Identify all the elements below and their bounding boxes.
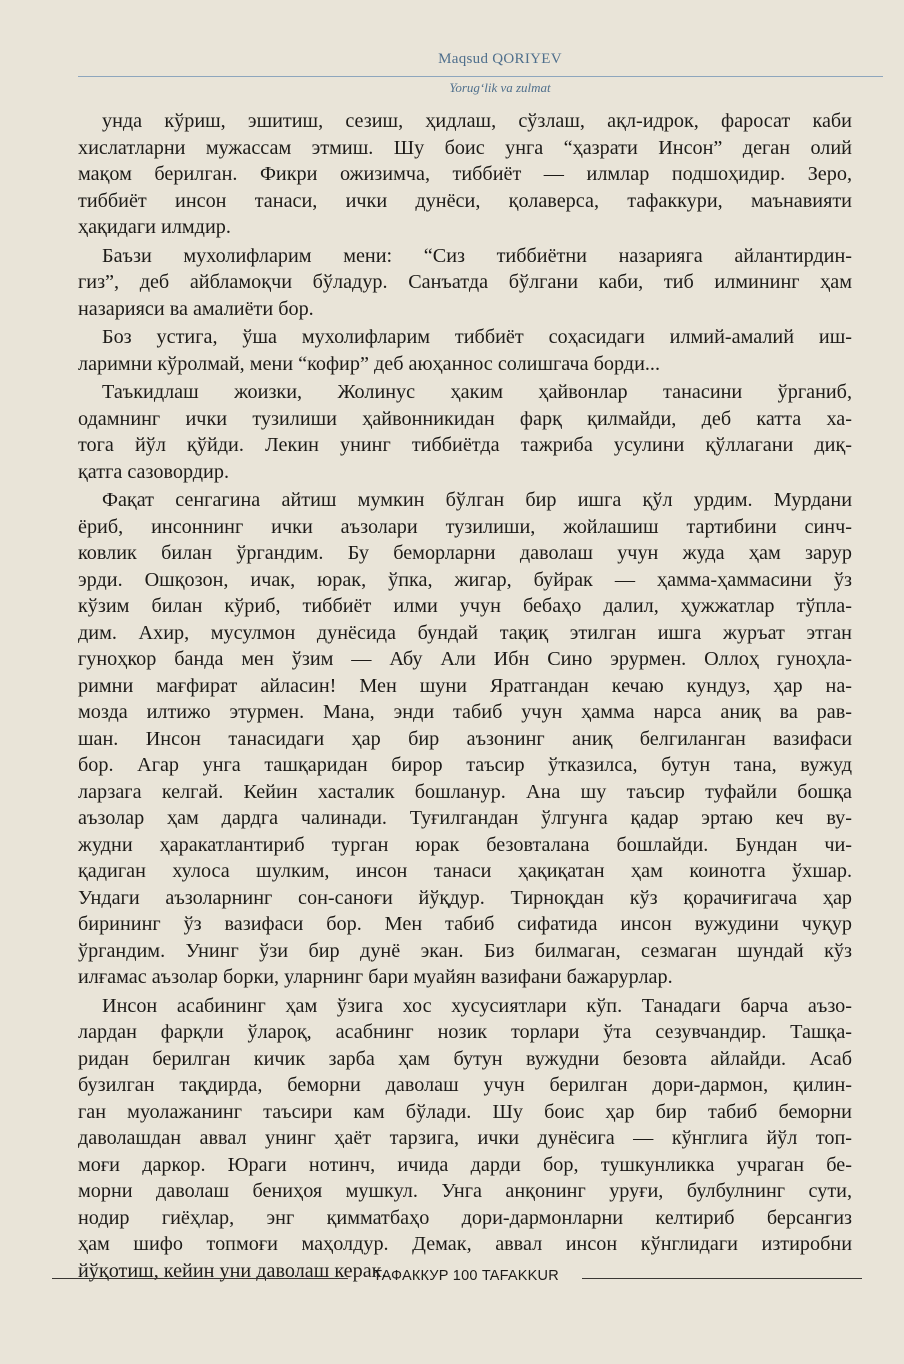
text-line: лардан фарқли ўлароқ, асабнинг нозик торлари ўта сезувчандир. Ташқа- bbox=[78, 1021, 852, 1043]
paragraph bbox=[78, 487, 852, 991]
header-divider bbox=[78, 76, 883, 77]
text-line: ган муолажанинг таъсири кам бўлади. Шу боис ҳар бир табиб беморни bbox=[78, 1100, 852, 1123]
paragraph bbox=[78, 108, 852, 241]
text-line: тога йўл қўйди. Лекин унинг тиббиётда тажриба усулини қўллагани диқ- bbox=[78, 434, 852, 456]
text-line: нодир гиёҳлар, энг қимматбаҳо дори-дармонларни келтириб берсангиз bbox=[78, 1206, 852, 1229]
text-line: римни мағфират айласин! Мен шуни Яратгандан кечаю кундуз, ҳар на- bbox=[78, 674, 852, 697]
running-header bbox=[290, 52, 710, 67]
page-footer bbox=[52, 1268, 852, 1288]
text-line: унда кўриш, эшитиш, сезиш, ҳидлаш, сўзлаш, ақл-идрок, фаросат каби bbox=[102, 110, 852, 132]
text-line: йўқотиш, кейин уни даволаш керак. bbox=[78, 1259, 387, 1282]
text-line: морни даволаш бениҳоя мушкул. Унга анқонинг уруғи, булбулнинг сути, bbox=[78, 1180, 852, 1202]
text-line: ўргандим. Унинг ўзи бир дунё экан. Биз билмаган, сезмаган шундай кўз bbox=[78, 939, 852, 962]
text-line: даволашдан аввал унинг ҳаёт тарзига, ички дунёсига — кўнглига йўл топ- bbox=[78, 1127, 852, 1149]
text-line: илғамас аъзолар борки, уларнинг бари муайян вазифани бажарурлар. bbox=[78, 966, 673, 988]
text-line: гиз”, деб айбламоқчи бўладур. Санъатда бўлгани каби, тиб илмининг ҳам bbox=[78, 271, 852, 293]
paragraph bbox=[78, 993, 852, 1285]
text-line: қатга сазовордир. bbox=[78, 460, 230, 483]
text-line: Баъзи мухолифларим мени: “Сиз тиббиётни назарияга айлантирдин- bbox=[102, 244, 852, 267]
text-line: Фақат сенгагина айтиш мумкин бўлган бир ишга қўл урдим. Мурдани bbox=[102, 489, 852, 511]
paragraph bbox=[78, 243, 852, 323]
text-line: шан. Инсон танасидаги ҳар бир аъзонинг аниқ белгиланган вазифаси bbox=[78, 727, 852, 750]
text-line: ларимни кўролмай, мени “кофир” деб аюҳаннос солишгача борди... bbox=[78, 352, 661, 375]
text-line: моғи даркор. Юраги нотинч, ичида дарди бор, тушкунликка учраган бе- bbox=[78, 1153, 852, 1176]
text-line: ёриб, инсоннинг ички аъзолари тузилиши, жойлашиш тартибини синч- bbox=[78, 515, 852, 538]
text-line: мақом берилган. Фикри ожизимча, тиббиёт — илмлар подшоҳидир. Зеро, bbox=[78, 163, 852, 185]
text-line: эрди. Ошқозон, ичак, юрак, ўпка, жигар, буйрак — ҳамма-ҳаммасини ўз bbox=[78, 568, 852, 591]
text-line: ларзага келгай. Кейин хасталик бошланур. Ана шу таъсир туфайли бошқа bbox=[78, 780, 852, 803]
text-line: бор. Агар унга ташқаридан бирор таъсир ўтказилса, бутун тана, вужуд bbox=[78, 754, 852, 776]
text-line: қадиган хулоса шулким, инсон танаси ҳақиқатан ҳам коинотга ўхшар. bbox=[78, 860, 852, 882]
text-line: мозда илтижо этурмен. Мана, энди табиб учун ҳамма нарса аниқ ва рав- bbox=[78, 701, 852, 723]
text-line: кўзим билан кўриб, тиббиёт илми учун бебаҳо далил, ҳужжатлар тўпла- bbox=[78, 595, 852, 617]
text-line: одамнинг ички тузилиши ҳайвонникидан фарқ қилмайди, деб катта ха- bbox=[78, 407, 852, 430]
text-line: дим. Ахир, мусулмон дунёсида бундай тақиқ этилган ишга журъат этган bbox=[78, 621, 852, 644]
text-line: Таъкидлаш жоизки, Жолинус ҳаким ҳайвонлар танасини ўрганиб, bbox=[102, 381, 852, 403]
body-text bbox=[78, 108, 852, 1284]
text-line: бузилган тақдирда, беморни даволаш учун берилган дори-дармон, қилин- bbox=[78, 1074, 852, 1096]
header-author: Maqsud QORIYEV bbox=[438, 51, 562, 67]
footer-divider-left bbox=[52, 1278, 348, 1279]
text-line: ҳам шифо топмоғи маҳолдур. Демак, аввал инсон кўнглидаги изтиробни bbox=[78, 1233, 852, 1255]
paragraph bbox=[78, 379, 852, 485]
text-line: назарияси ва амалиёти бор. bbox=[78, 297, 314, 320]
text-line: жудни ҳаракатлантириб турган юрак безовталана бошлайди. Бундан чи- bbox=[78, 833, 852, 856]
text-line: Инсон асабининг ҳам ўзига хос хусусиятлари кўп. Танадаги барча аъзо- bbox=[102, 994, 852, 1017]
text-line: тиббиёт инсон танаси, ички дунёси, қолаверса, тафаккури, маънавияти bbox=[78, 189, 852, 212]
footer-page-label: ТАФАККУР 100 TAFAKKUR bbox=[373, 1268, 559, 1284]
header-subtitle: Yorug‘lik va zulmat bbox=[449, 80, 551, 95]
text-line: аъзолар ҳам дардга чалинади. Туғилгандан ўлгунга қадар эртаю кеч ву- bbox=[78, 807, 852, 829]
text-line: гуноҳкор банда мен ўзим — Абу Али Ибн Сино эрурмен. Оллоҳ гуноҳла- bbox=[78, 648, 852, 670]
paragraph bbox=[78, 324, 852, 377]
text-line: бирининг ўз вазифаси бор. Мен табиб сифатида инсон вужудини чуқур bbox=[78, 913, 852, 935]
text-line: хислатларни мужассам этмиш. Шу боис унга “ҳазрати Инсон” деган олий bbox=[78, 136, 852, 159]
text-line: ҳақидаги илмдир. bbox=[78, 216, 231, 238]
footer-divider-right bbox=[582, 1278, 862, 1279]
text-line: Боз устига, ўша мухолифларим тиббиёт соҳасидаги илмий-амалий иш- bbox=[102, 326, 852, 348]
text-line: Ундаги аъзоларнинг сон-саноғи йўқдур. Тирноқдан кўз қорачиғигача ҳар bbox=[78, 886, 852, 909]
text-line: ридан берилган кичик зарба ҳам бутун вужудни безовта айлайди. Асаб bbox=[78, 1047, 852, 1070]
text-line: ковлик билан ўргандим. Бу беморларни даволаш учун жуда ҳам зарур bbox=[78, 542, 852, 564]
